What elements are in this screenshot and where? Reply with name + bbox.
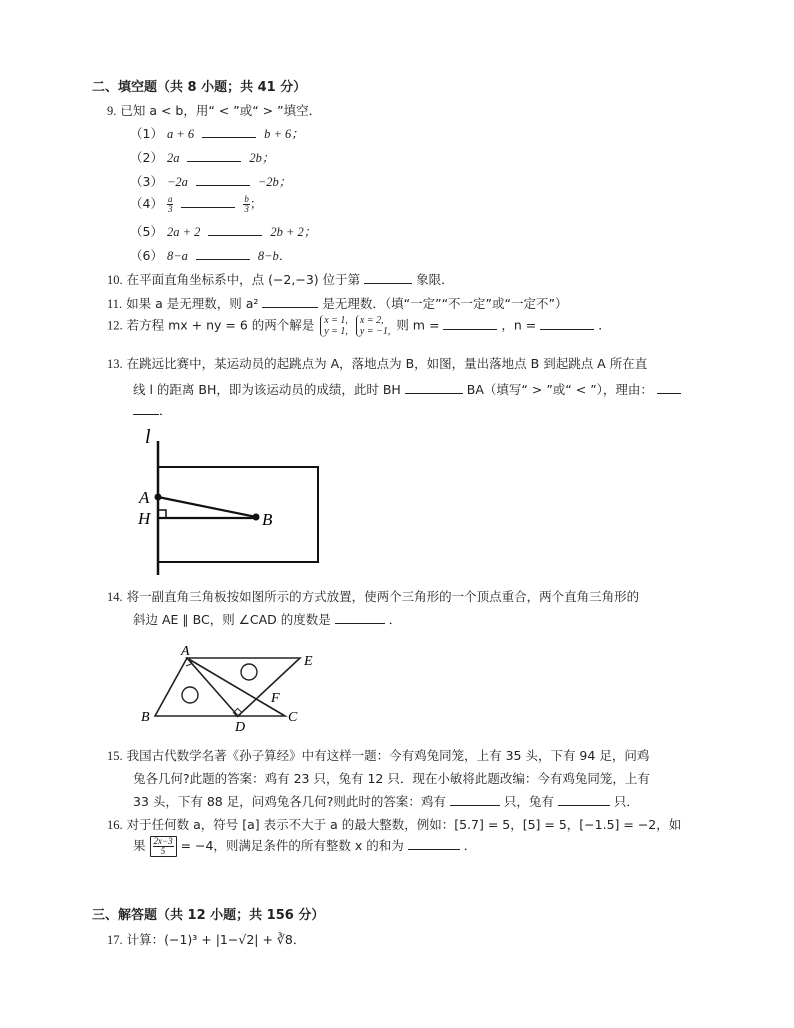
item-index: （4） [130,196,163,211]
question-number: 12. [107,318,123,333]
answer-blank-chickens[interactable] [450,793,500,806]
question-text: 在跳远比赛中，某运动员的起跳点为 A，落地点为 B，如图，量出落地点 B 到起跳点 A 所在直 [126,356,648,371]
solution-1-system: x = 1, y = 1, [320,315,348,337]
point-B [253,514,260,521]
question-13-line-3 [133,401,172,419]
question-text: 如果 a 是无理数，则 a² [126,296,263,311]
question-text: 在平面直角坐标系中，点 (−2,−3) 位于第 [126,272,361,287]
question-number: 14. [107,590,123,604]
item-left: 2a + 2 [166,225,201,239]
question-text: 我国古代数学名著《孙子算经》中有这样一题：今有鸡兔同笼，上有 35 头，下有 94 足，问鸡 [126,748,650,763]
question-text-end: ． [463,838,477,853]
q14-figure [135,640,330,735]
answer-blank-reason[interactable] [657,381,681,394]
segment-AC [187,658,285,716]
question-10 [107,270,454,288]
answer-blank[interactable] [208,223,262,236]
hole-circle-2 [182,687,198,703]
question-text: 斜边 AE ∥ BC，则 ∠CAD 的度数是 [133,612,331,627]
answer-blank-compare[interactable] [405,381,463,394]
question-16-line-1 [107,815,681,833]
question-number: 13. [107,357,123,371]
fraction-a-over-3: $\frac{a}{3}$ [167,194,173,214]
m-label: 则 m = [396,317,444,333]
question-text: 线 l 的距离 BH，即为该运动员的成绩，此时 BH [133,382,401,397]
question-text: 计算：(−1)³ + |1−√2| + ∛8． [126,932,306,947]
question-13-line-2 [133,380,681,398]
label-B: B [262,510,273,529]
label-A: A [181,644,190,659]
item-right: 8−b． [257,249,292,263]
solution-2-system: x = 2, y = −1, [356,315,390,337]
item-left: −2a [166,175,188,189]
answer-blank[interactable] [196,173,250,186]
question-text-end: ． [159,403,172,418]
answer-blank-reason-cont[interactable] [133,402,159,415]
question-text-end: ． [388,612,402,627]
question-12 [107,315,611,337]
answer-blank-m[interactable] [443,317,497,330]
question-text: 对于任何数 a，符号 [a] 表示不大于 a 的最大整数，例如：[5.7] = 5，[5] = 5，[−1.5] = −2，如 [126,817,682,832]
question-14-line-2 [133,610,401,628]
question-text: 只，兔有 [503,794,554,809]
question-number: 10. [107,273,123,287]
item-right: b + 6； [264,127,304,141]
q9-item-5 [130,222,316,240]
item-index: （6） [130,248,163,263]
item-index: （1） [130,126,163,141]
label-A: A [139,488,150,507]
question-text: = −4，则满足条件的所有整数 x 的和为 [180,838,404,853]
answer-blank[interactable] [196,247,250,260]
question-15-line-1 [107,746,649,764]
q9-item-2 [130,148,274,166]
question-text-end: 是无理数．（填“一定”“不一定”或“一定不”） [322,296,568,311]
segment-BA [158,497,256,517]
question-stem: 已知 a < b，用“ < ”或“ > ”填空． [120,103,322,118]
item-tail: ； [249,196,263,211]
floor-bracket [150,836,177,857]
answer-blank[interactable] [202,125,256,138]
label-E: E [304,654,313,669]
question-text-end: ． [598,317,611,333]
section-three-title: 三、解答题（共 12 小题；共 156 分） [92,908,325,923]
question-text-end: 象限． [416,272,454,287]
q13-figure [128,425,328,580]
sand-pit [158,467,318,562]
q9-item-3 [130,172,291,190]
question-14-line-1 [107,587,639,605]
section-two-title: 二、填空题（共 8 小题；共 41 分） [92,80,307,95]
question-text: 果 [133,838,146,853]
question-number: 15. [107,749,123,763]
answer-blank-n[interactable] [540,317,594,330]
answer-blank[interactable] [408,837,460,850]
question-text-end: 只． [613,794,639,809]
item-index: （5） [130,224,163,239]
answer-blank[interactable] [187,149,241,162]
triangle-ABC [155,658,285,716]
item-left: a + 6 [166,127,195,141]
answer-blank[interactable] [262,295,318,308]
question-number: 9. [107,104,117,118]
question-15-line-3 [133,792,639,810]
n-label: ，n = [501,317,541,333]
label-F: F [271,691,280,706]
answer-blank-rabbits[interactable] [558,793,610,806]
question-16-line-2 [133,836,476,857]
question-13-line-1 [107,354,647,372]
hole-circle-1 [241,664,257,680]
question-number: 17. [107,933,123,947]
question-9 [107,101,321,119]
answer-blank[interactable] [335,611,385,624]
answer-blank[interactable] [364,271,412,284]
item-left: 2a [166,151,180,165]
q9-item-1 [130,124,304,142]
item-right: −2b； [257,175,292,189]
q9-item-6 [130,246,291,264]
question-11 [107,294,567,312]
question-number: 11. [107,297,123,311]
question-text: 若方程 mx + ny = 6 的两个解是 [126,317,315,333]
question-text: 33 头，下有 88 足，问鸡兔各几何?则此时的答案：鸡有 [133,794,446,809]
label-C: C [288,710,298,725]
label-B: B [141,710,150,725]
label-l: l [145,426,151,448]
label-H: H [138,509,151,528]
label-D: D [235,720,246,735]
question-number: 16. [107,818,123,832]
fraction-b-over-3: $\frac{b}{3}$ [244,194,249,214]
item-right: 2b； [249,151,275,165]
item-right: 2b + 2； [270,225,317,239]
answer-blank[interactable] [181,195,235,208]
question-text: 将一副直角三角板按如图所示的方式放置，使两个三角形的一个顶点重合，两个直角三角形的 [126,589,640,604]
question-17 [107,930,305,948]
item-left: 8−a [166,249,188,263]
item-index: （2） [130,150,163,165]
question-15-line-2: 兔各几何?此题的答案：鸡有 23 只，兔有 12 只．现在小敏将此题改编：今有鸡兔同笼，上有 [133,771,650,786]
question-text: BA（填写“ > ”或“ < ”），理由： [466,382,653,397]
fraction-2x-3-over-5: $\frac{2x-3}{5}$ [153,836,173,856]
point-A [155,494,162,501]
q9-item-4 [130,194,262,214]
item-index: （3） [130,174,163,189]
